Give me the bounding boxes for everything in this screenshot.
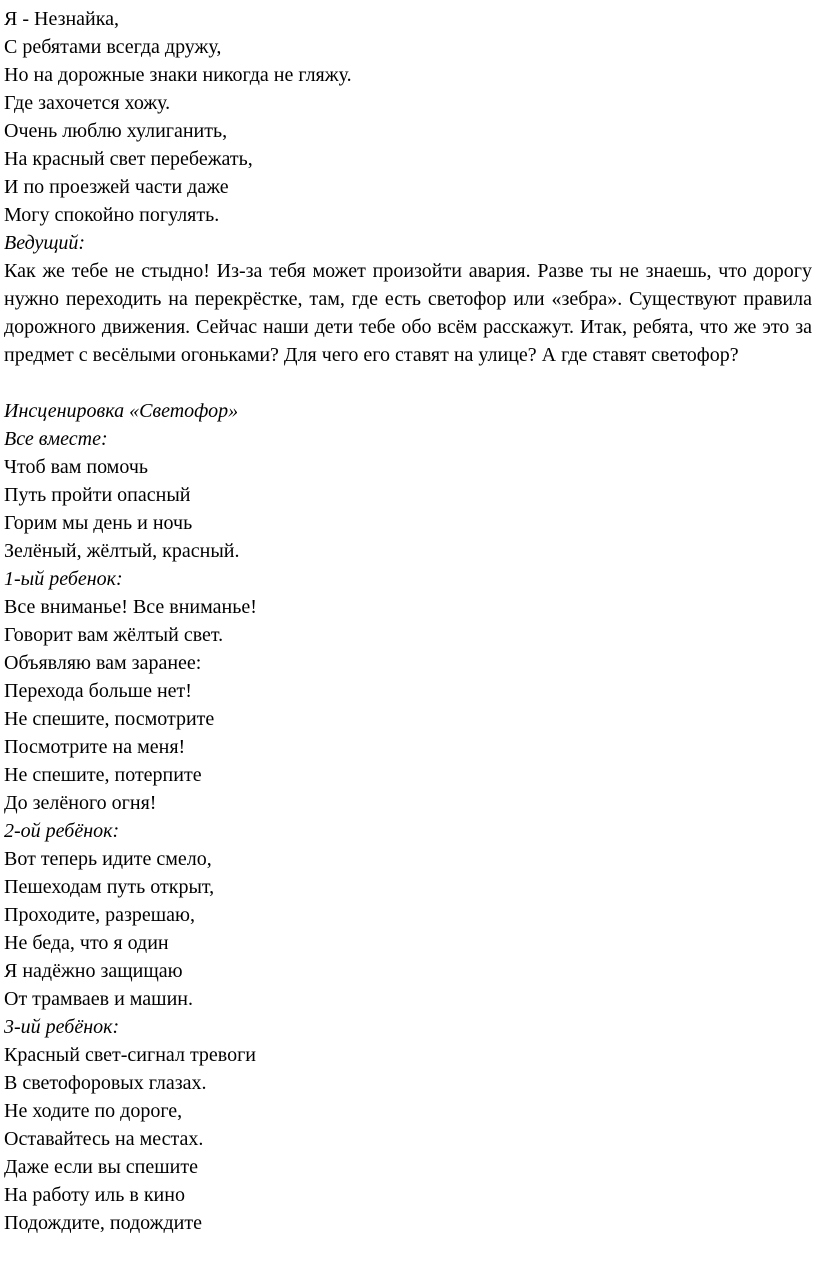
poem-line: Могу спокойно погулять. [4,204,220,226]
poem-line: В светофоровых глазах. [4,1072,207,1094]
speaker-label-child-3: 3-ий ребёнок: [4,1016,120,1038]
poem-line: От трамваев и машин. [4,988,193,1010]
poem-line: Не беда, что я один [4,932,169,954]
poem-line: Где захочется хожу. [4,92,171,114]
poem-line: Говорит вам жёлтый свет. [4,624,224,646]
poem-line: Проходите, разрешаю, [4,904,195,926]
poem-line: Пешеходам путь открыт, [4,876,215,898]
poem-line: На красный свет перебежать, [4,148,253,170]
poem-line: До зелёного огня! [4,792,157,814]
poem-child-2 [4,845,812,1013]
poem-line: Оставайтесь на местах. [4,1128,204,1150]
poem-line: Все вниманье! Все вниманье! [4,596,257,618]
scene-title: Инсценировка «Светофор» [4,400,239,422]
poem-line: Очень люблю хулиганить, [4,120,228,142]
poem-line: Горим мы день и ночь [4,512,193,534]
poem-line: Чтоб вам помочь [4,456,149,478]
speaker-label-child-1: 1-ый ребенок: [4,568,123,590]
poem-child-3 [4,1041,812,1237]
poem-line: Вот теперь идите смело, [4,848,212,870]
speaker-label-host: Ведущий: [4,232,86,254]
poem-line: Красный свет-сигнал тревоги [4,1044,257,1066]
poem-line: С ребятами всегда дружу, [4,36,222,58]
poem-line: Путь пройти опасный [4,484,191,506]
poem-intro [4,5,812,229]
poem-line: Не ходите по дороге, [4,1100,183,1122]
speaker-label-all-together: Все вместе: [4,428,108,450]
poem-line: Но на дорожные знаки никогда не гляжу. [4,64,352,86]
host-speech: Как же тебе не стыдно! Из-за тебя может произойти авария. Разве ты не знаешь, что дорогу нужно переходить на перекрёстке, там, где есть светофор или «зебра». Существуют правила дорожного движения. Сейчас наши дети тебе обо всём расскажут. Итак, ребята, что же это за предмет с весёлыми огоньками? Для чего его ставят на улице? А где ставят светофор? [4,260,812,366]
blank-line [4,369,812,397]
poem-line: Даже если вы спешите [4,1156,198,1178]
poem-line: Не спешите, потерпите [4,764,202,786]
poem-child-1 [4,593,812,817]
poem-all-together [4,453,812,565]
poem-line: Подождите, подождите [4,1212,202,1234]
poem-line: Зелёный, жёлтый, красный. [4,540,240,562]
poem-line: Посмотрите на меня! [4,736,186,758]
poem-line: Объявляю вам заранее: [4,652,202,674]
speaker-label-child-2: 2-ой ребёнок: [4,820,120,842]
poem-line: И по проезжей части даже [4,176,229,198]
poem-line: Я - Незнайка, [4,8,120,30]
poem-line: Не спешите, посмотрите [4,708,215,730]
poem-line: Перехода больше нет! [4,680,192,702]
poem-line: Я надёжно защищаю [4,960,183,982]
poem-line: На работу иль в кино [4,1184,185,1206]
